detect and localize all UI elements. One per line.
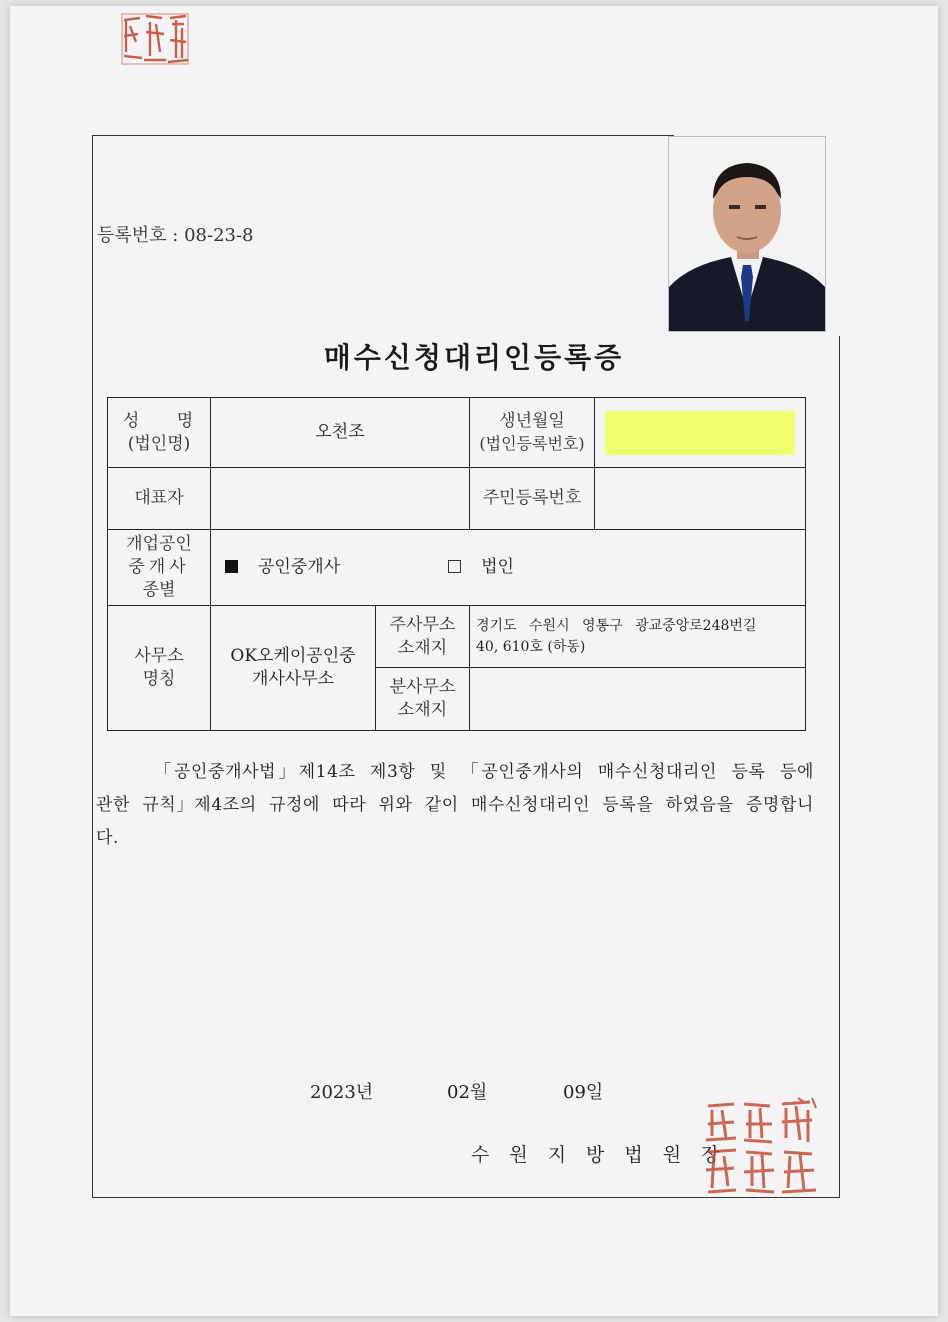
issuing-court: 수원지방법원장 — [471, 1144, 740, 1166]
birth-value-redacted — [595, 398, 806, 468]
birth-label-line1: 생년월일 — [499, 411, 565, 432]
registration-info-table — [107, 397, 806, 731]
agent-type-label-line1: 개업공인 — [126, 534, 192, 555]
representative-value — [211, 468, 470, 530]
representative-label: 대표자 — [108, 468, 211, 530]
office-name-label-cell — [108, 606, 211, 731]
frame-line-right — [839, 336, 840, 1198]
issue-date-day: 09일 — [563, 1082, 604, 1103]
main-office-label-cell — [376, 606, 470, 668]
branch-office-label-line1: 분사무소 — [389, 677, 456, 698]
main-office-address-line2: 40, 610호 (하동) — [476, 638, 586, 655]
branch-office-label-cell — [376, 668, 470, 731]
main-office-label-line2: 소재지 — [397, 637, 448, 658]
option-licensed-agent — [225, 556, 340, 579]
birth-label-line2: (법인등록번호) — [479, 434, 585, 454]
name-label-line2: (법인명) — [127, 433, 191, 454]
office-name-line2: 개사사무소 — [251, 669, 335, 689]
name-label-line1: 성 명 — [122, 410, 210, 431]
option-licensed-agent-label: 공인중개사 — [258, 557, 341, 578]
checked-box-icon — [225, 560, 238, 573]
top-seal-stamp — [120, 12, 190, 66]
redaction-highlight — [605, 411, 795, 455]
branch-office-label-line2: 소재지 — [397, 700, 448, 720]
registration-value: 08-23-8 — [184, 225, 254, 246]
person-portrait-icon — [669, 137, 825, 331]
issue-date-month: 02월 — [447, 1082, 488, 1103]
agent-type-label-line2: 중개사 — [128, 557, 190, 578]
id-photo — [668, 136, 826, 332]
resident-number-label: 주민등록번호 — [470, 468, 595, 530]
agent-type-label-line3: 종별 — [142, 579, 176, 600]
option-corporation-label: 법인 — [481, 557, 514, 578]
registration-label: 등록번호 : — [97, 225, 179, 246]
court-seal-stamp — [700, 1096, 825, 1206]
frame-line-top — [92, 135, 674, 136]
main-office-label-line1: 주사무소 — [389, 614, 456, 635]
certification-statement: 「공인중개사법」제14조 제3항 및 「공인중개사의 매수신청대리인 등록 등에 관한 규칙」제4조의 규정에 따라 위와 같이 매수신청대리인 등록을 하였음을 증명합니다. — [96, 762, 814, 848]
option-corporation — [448, 556, 514, 579]
unchecked-box-icon — [448, 560, 461, 573]
resident-number-value — [595, 468, 806, 530]
frame-line-left — [92, 135, 93, 1198]
issue-date-year: 2023년 — [310, 1082, 374, 1103]
registration-number — [97, 221, 254, 247]
name-value: 오천조 — [211, 398, 470, 468]
agent-type-label-cell — [108, 530, 211, 606]
office-name-line1: OK오케이공인중 — [230, 646, 356, 667]
name-label-cell — [108, 398, 211, 468]
document-title: 매수신청대리인등록증 — [323, 341, 625, 374]
main-office-address-line1: 경기도 수원시 영통구 광교중앙로248번길 — [476, 618, 757, 635]
birth-label-cell — [470, 398, 595, 468]
main-office-address-cell — [470, 606, 806, 668]
branch-office-address — [470, 668, 806, 731]
agent-type-options — [211, 530, 806, 606]
office-name-label-line2: 명칭 — [142, 669, 176, 689]
office-name-label-line1: 사무소 — [134, 646, 184, 667]
office-name-value-cell — [211, 606, 376, 731]
